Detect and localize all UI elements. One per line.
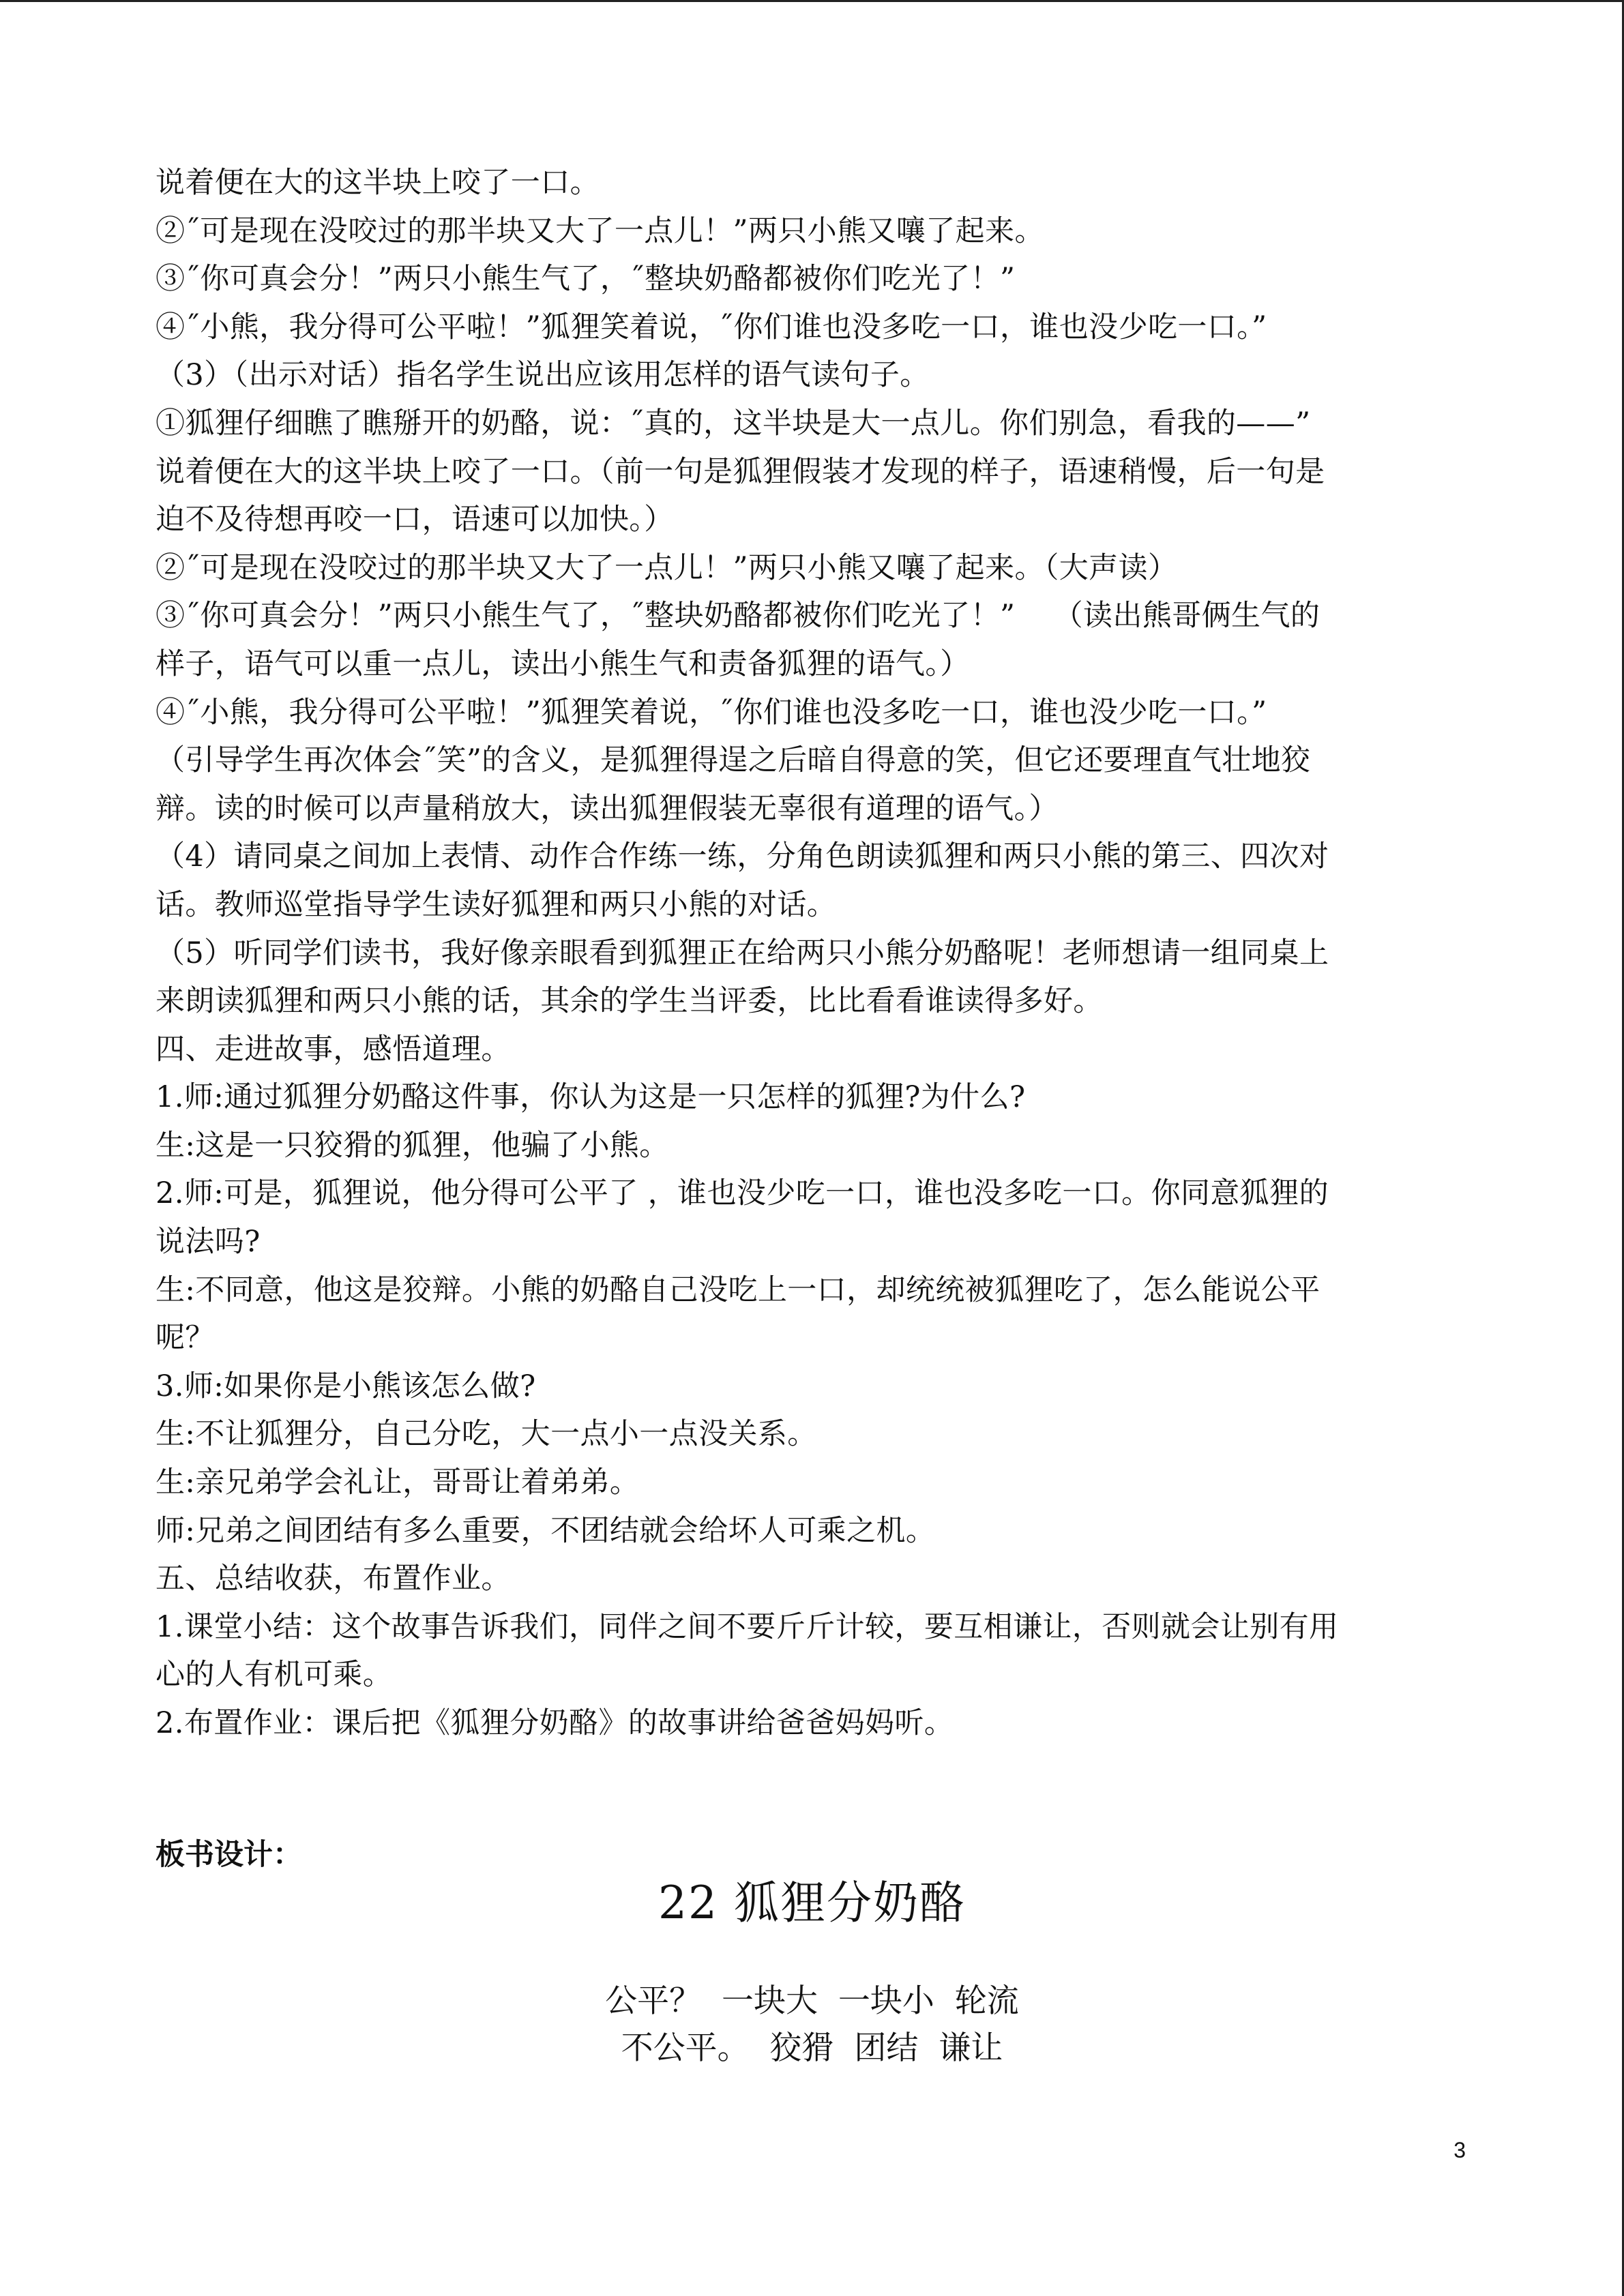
text-line: ④˝小熊，我分得可公平啦！”狐狸笑着说，˝你们谁也没多吃一口，谁也没少吃一口。”	[156, 310, 1267, 344]
page-number: 3	[1453, 2138, 1466, 2162]
text-line: 样子，语气可以重一点儿，读出小熊生气和责备狐狸的语气。）	[156, 646, 970, 681]
text-line: 来朗读狐狸和两只小熊的话，其余的学生当评委，比比看看谁读得多好。	[156, 984, 1103, 1019]
board-row-1: 公平？ 一块大 一块小 轮流	[605, 1982, 1019, 2020]
text-line: 2.布置作业：课后把《狐狸分奶酪》的故事讲给爸爸妈妈听。	[156, 1706, 954, 1740]
board-row-2: 不公平。 狡猾 团结 谦让	[621, 2029, 1003, 2067]
text-line: ①狐狸仔细瞧了瞧掰开的奶酪，说：˝真的，这半块是大一点儿。你们别急，看我的——”	[156, 406, 1311, 441]
text-line: 1.课堂小结：这个故事告诉我们，同伴之间不要斤斤计较，要互相谦让，否则就会让别有用	[156, 1609, 1339, 1644]
text-line: 生:这是一只狡猾的狐狸，他骗了小熊。	[156, 1128, 669, 1163]
text-line: 生:亲兄弟学会礼让，哥哥让着弟弟。	[156, 1465, 640, 1500]
text-line: 师:兄弟之间团结有多么重要，不团结就会给坏人可乘之机。	[156, 1513, 936, 1548]
lesson-body	[156, 159, 1472, 1748]
text-line: 说法吗?	[156, 1225, 261, 1259]
text-line: 3.师:如果你是小熊该怎么做?	[156, 1369, 536, 1403]
text-line: 说着便在大的这半块上咬了一口。	[156, 166, 600, 200]
text-line: 生:不让狐狸分，自己分吃，大一点小一点没关系。	[156, 1417, 817, 1452]
text-line: 迫不及待想再咬一口，语速可以加快。）	[156, 503, 674, 537]
text-line: ②˝可是现在没咬过的那半块又大了一点儿！”两只小熊又嚷了起来。	[156, 213, 1044, 248]
text-line: ③˝你可真会分！”两只小熊生气了，˝整块奶酪都被你们吃光了！”	[156, 262, 1016, 297]
text-line: （5）听同学们读书，我好像亲眼看到狐狸正在给两只小熊分奶酪呢！老师想请一组同桌上	[156, 936, 1329, 970]
text-line: （4）请同桌之间加上表情、动作合作练一练，分角色朗读狐狸和两只小熊的第三、四次对	[156, 839, 1329, 874]
text-line: ②˝可是现在没咬过的那半块又大了一点儿！”两只小熊又嚷了起来。（大声读）	[156, 550, 1178, 585]
text-line: 辩。读的时候可以声量稍放大，读出狐狸假装无辜很有道理的语气。）	[156, 791, 1059, 826]
text-line: （3）（出示对话）指名学生说出应该用怎样的语气读句子。	[156, 358, 930, 393]
text-line: 2.师:可是，狐狸说，他分得可公平了 ，谁也没少吃一口，谁也没多吃一口。你同意狐狸的	[156, 1176, 1329, 1211]
text-line: 生:不同意，他这是狡辩。小熊的奶酪自己没吃上一口，却统统被狐狸吃了，怎么能说公平	[156, 1272, 1320, 1307]
text-line: 话。教师巡堂指导学生读好狐狸和两只小熊的对话。	[156, 887, 837, 922]
text-line: 说着便在大的这半块上咬了一口。（前一句是狐狸假装才发现的样子，语速稍慢，后一句是	[156, 454, 1325, 489]
text-line: 心的人有机可乘。	[156, 1658, 393, 1693]
text-line: 1.师:通过狐狸分奶酪这件事，你认为这是一只怎样的狐狸?为什么?	[156, 1080, 1026, 1115]
text-line: ④˝小熊，我分得可公平啦！”狐狸笑着说，˝你们谁也没多吃一口，谁也没少吃一口。”	[156, 695, 1267, 730]
board-design-label: 板书设计：	[156, 1838, 302, 1872]
text-line: （引导学生再次体会˝笑”的含义，是狐狸得逞之后暗自得意的笑，但它还要理直气壮地狡	[156, 743, 1311, 778]
text-line: ③˝你可真会分！”两只小熊生气了，˝整块奶酪都被你们吃光了！” （读出熊哥俩生气的	[156, 599, 1320, 633]
board-title: 22 狐狸分奶酪	[658, 1877, 966, 1929]
section-heading: 五、总结收获，布置作业。	[156, 1562, 511, 1596]
text-line: 呢？	[156, 1321, 215, 1356]
section-heading: 四、走进故事，感悟道理。	[156, 1032, 511, 1067]
